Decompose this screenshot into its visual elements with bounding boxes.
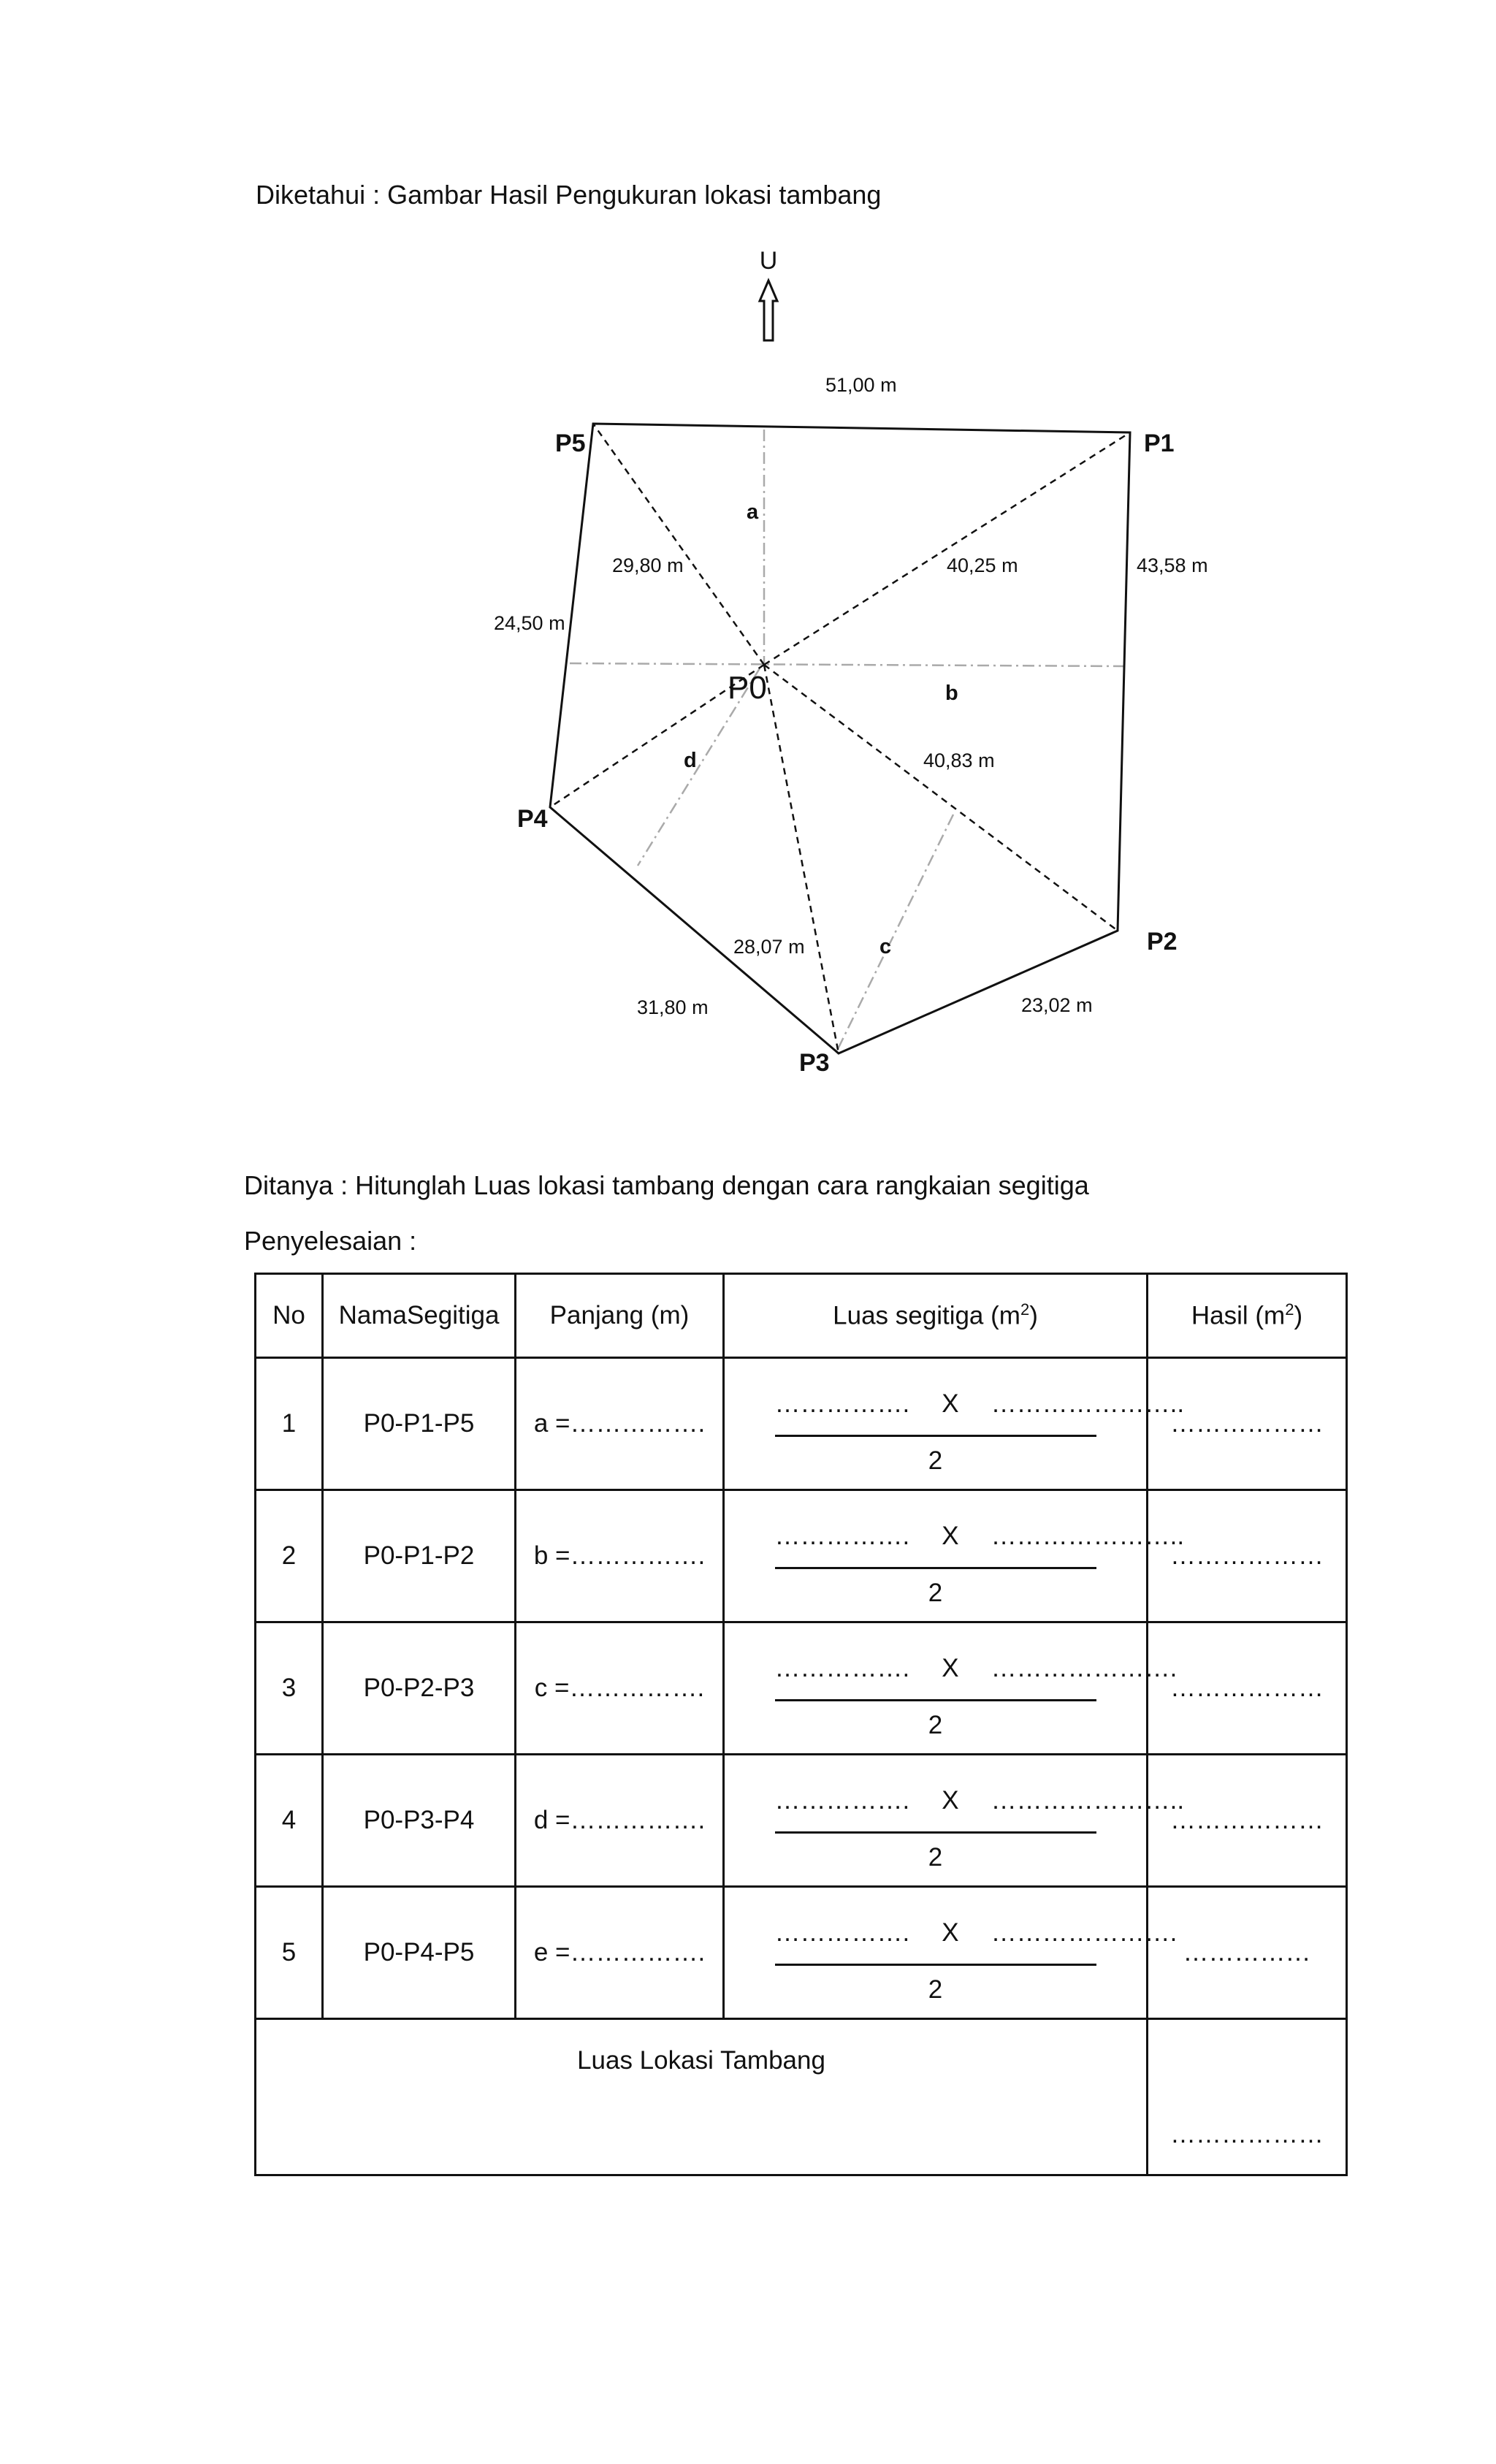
row-area-formula: $\frac{\dots\dots\dots\dots\dots. X \dots\dots\dots\dots\dots\dots\dots.}{2}$ — [724, 1622, 1148, 1755]
north-label: U — [759, 247, 778, 275]
height-line-c — [836, 815, 953, 1052]
total-label: Luas Lokasi Tambang — [256, 2019, 1148, 2175]
height-line-b — [570, 663, 1123, 666]
header-length: Panjang (m) — [516, 1274, 724, 1358]
height-label-c: c — [879, 935, 892, 958]
total-value: ……………… — [1148, 2019, 1347, 2175]
side-length-p5-p1: 51,00 m — [825, 374, 897, 396]
radial-p0-p3 — [764, 665, 839, 1053]
table-row — [256, 1358, 1347, 1490]
side-length-p3-p4: 31,80 m — [637, 996, 709, 1018]
table-row — [256, 1622, 1347, 1755]
row-length: e =……………. — [516, 1887, 724, 2019]
side-length-p4-p5: 24,50 m — [494, 612, 565, 634]
side-length-p2-p3: 23,02 m — [1021, 994, 1093, 1016]
header-no: No — [256, 1274, 323, 1358]
row-name: P0-P1-P2 — [323, 1490, 516, 1622]
row-result: ……………… — [1148, 1755, 1347, 1887]
row-name: P0-P1-P5 — [323, 1358, 516, 1490]
survey-diagram — [0, 0, 1496, 1140]
table-total-row — [256, 2019, 1347, 2175]
point-label-p0: P0 — [728, 670, 767, 706]
row-no: 5 — [256, 1887, 323, 2019]
radial-length-p0-p2: 40,83 m — [923, 750, 995, 771]
row-no: 2 — [256, 1490, 323, 1622]
row-name: P0-P4-P5 — [323, 1887, 516, 2019]
row-length: a =……………. — [516, 1358, 724, 1490]
radial-length-p0-p1: 40,25 m — [947, 554, 1018, 576]
row-result: …………… — [1148, 1887, 1347, 2019]
table-header-row — [256, 1274, 1347, 1358]
point-label-p2: P2 — [1147, 928, 1178, 956]
row-length: d =……………. — [516, 1755, 724, 1887]
row-no: 3 — [256, 1622, 323, 1755]
mine-boundary — [550, 424, 1130, 1053]
point-label-p4: P4 — [517, 805, 548, 833]
solution-table — [254, 1273, 1348, 2176]
point-label-p3: P3 — [799, 1049, 830, 1077]
height-label-a: a — [747, 500, 759, 524]
radial-p0-p2 — [764, 665, 1118, 931]
radial-p0-p1 — [764, 432, 1130, 665]
table-row — [256, 1887, 1347, 2019]
point-label-p1: P1 — [1144, 430, 1175, 457]
question-text: Ditanya : Hitunglah Luas lokasi tambang dengan cara rangkaian segitiga — [244, 1170, 1089, 1200]
radial-length-p0-p3: 28,07 m — [733, 936, 805, 958]
height-label-b: b — [945, 682, 958, 705]
row-name: P0-P3-P4 — [323, 1755, 516, 1887]
row-result: ……………… — [1148, 1490, 1347, 1622]
row-area-formula: $\frac{\dots\dots\dots\dots\dots. X \dots\dots\dots\dots\dots\dots\dots..}{2}$ — [724, 1490, 1148, 1622]
point-label-p5: P5 — [555, 430, 586, 457]
row-no: 4 — [256, 1755, 323, 1887]
row-length: c =……………. — [516, 1622, 724, 1755]
row-result: ……………… — [1148, 1622, 1347, 1755]
height-label-d: d — [684, 749, 697, 772]
table-row — [256, 1490, 1347, 1622]
row-length: b =……………. — [516, 1490, 724, 1622]
row-result: ……………… — [1148, 1358, 1347, 1490]
table-row — [256, 1755, 1347, 1887]
header-result: Hasil $(m^2)$ — [1148, 1274, 1347, 1358]
solution-label: Penyelesaian : — [244, 1226, 417, 1256]
radial-p0-p5 — [593, 424, 764, 665]
row-area-formula: $\frac{\dots\dots\dots\dots\dots. X \dots\dots\dots\dots\dots\dots\dots.}{2}$ — [724, 1887, 1148, 2019]
side-length-p1-p2: 43,58 m — [1137, 554, 1208, 576]
row-name: P0-P2-P3 — [323, 1622, 516, 1755]
given-text: Diketahui : Gambar Hasil Pengukuran lokasi tambang — [256, 180, 882, 210]
header-area: Luas segitiga $(m^2)$ — [724, 1274, 1148, 1358]
north-arrow-icon — [760, 281, 777, 340]
header-name: NamaSegitiga — [323, 1274, 516, 1358]
radial-length-p0-p5: 29,80 m — [612, 554, 684, 576]
row-area-formula: $\frac{\dots\dots\dots\dots\dots. X \dots\dots\dots\dots\dots\dots\dots..}{2}$ — [724, 1755, 1148, 1887]
row-no: 1 — [256, 1358, 323, 1490]
row-area-formula: $\frac{\dots\dots\dots\dots\dots. X \dots\dots\dots\dots\dots\dots\dots..}{2}$ — [724, 1358, 1148, 1490]
